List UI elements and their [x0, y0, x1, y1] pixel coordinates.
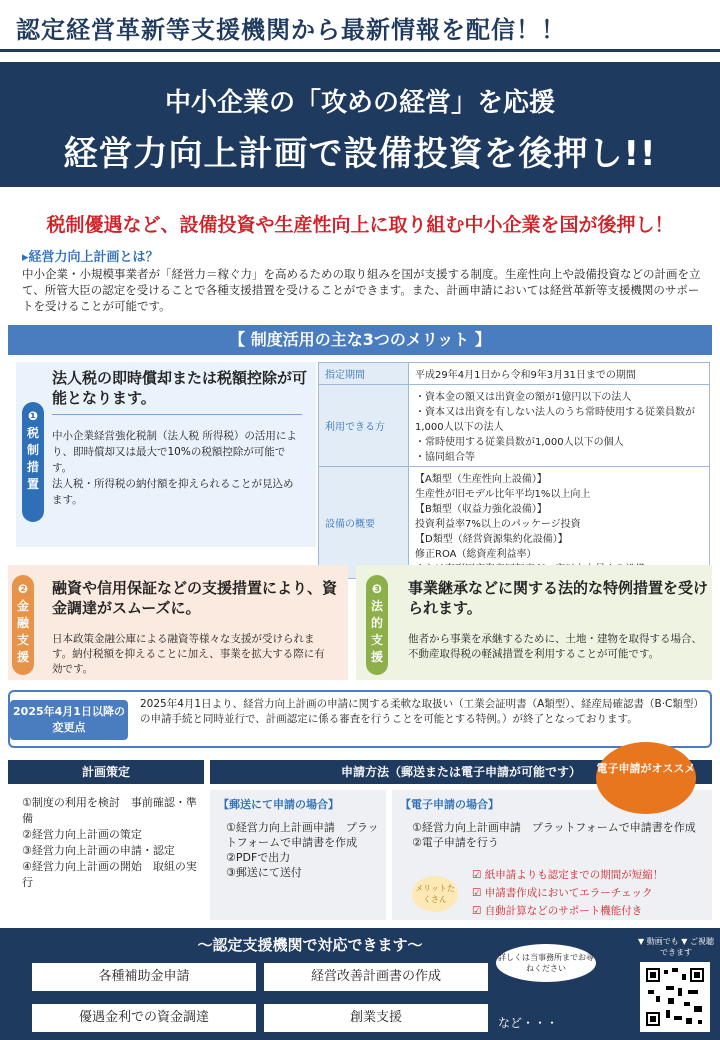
electronic-steps: [412, 820, 702, 850]
hero-title: 経営力向上計画で設備投資を後押し!!: [63, 134, 657, 174]
table-cell: 平成29年4月1日から令和9年3月31日までの期間: [409, 363, 710, 385]
top-banner: [0, 0, 720, 52]
list-item: ②PDFで出力: [226, 851, 291, 864]
recommend-bubble: 電子申請がオススメ: [596, 742, 696, 814]
apply-heading: 申請方法（郵送または電子申請が可能です）: [210, 760, 712, 784]
contact-callout: 詳しくは当事務所までお尋ねください: [496, 944, 596, 982]
check-icon: ☑: [472, 905, 485, 917]
qr-code-icon[interactable]: [640, 962, 710, 1032]
list-item: ☑ 申請書作成においてエラーチェック: [472, 887, 653, 899]
list-item: ③経営力向上計画の申請・認定: [22, 844, 175, 857]
footer-heading: ～認定支援機関で対応できます～: [197, 936, 423, 954]
video-note: ▼ 動画でも ▼ ご視聴できます: [638, 937, 714, 957]
service-subsidy: 各種補助金申請: [32, 963, 256, 991]
hero-subtitle: 中小企業の「攻めの経営」を応援: [164, 88, 555, 118]
legal-card-title: 事業継承などに関する法的な特例措置を受けられます。: [408, 579, 709, 617]
list-item: ☑ 紙申請よりも認定までの期間が短縮！: [472, 869, 664, 881]
what-heading: ▸経営力向上計画とは？: [22, 250, 159, 265]
banner-title: 認定経営革新等支援機関から最新情報を配信！！: [16, 16, 566, 44]
info-table: [318, 362, 710, 579]
service-improvement-plan: 経営改善計画書の作成: [264, 963, 488, 991]
electronic-merits: [472, 866, 702, 920]
list-item: ③郵送にて送付: [226, 866, 302, 879]
mail-heading: 【郵送にて申請の場合】: [218, 798, 339, 811]
service-financing: 優遇金利での資金調達: [32, 1004, 256, 1032]
change-body: 2025年4月1日より、経営力向上計画の申請に関する柔軟な取扱い（工業会証明書（A類型）、経産局確認書（B·C類型）の申請手続と同時並行で、計画認定に係る審査を行うことを可能とする特例。）が終了となっております。: [140, 698, 699, 725]
plan-steps: [22, 795, 202, 891]
legal-card-body: 他者から事業を承継するために、土地・建物を取得する場合、不動産取得税の軽減措置を利用することが可能です。: [408, 633, 702, 660]
check-icon: ☑: [472, 887, 485, 899]
finance-card-body: 日本政策金融公庫による融資等様々な支援が受けられます。納付税額を抑えることに加え、事業を拡大する際に有効です。: [52, 633, 325, 675]
table-header: 設備の概要: [319, 467, 409, 579]
check-icon: ☑: [472, 869, 485, 881]
tax-card-body: [52, 428, 302, 508]
tax-card-divider: [52, 414, 302, 415]
table-cell: ・資本金の額又は出資金の額が1億円以下の法人 ・資本又は出資を有しない法人のうち常時使用する従業員数が1,000人以下の法人 ・常時使用する従業員数が1,000人以下の個人 ・協同組合等: [409, 385, 710, 467]
tax-card-body-1: 中小企業経営強化税制（法人税 所得税）の活用により、即時償却又は最大で10%の税額控除が可能です。: [52, 430, 297, 474]
mail-steps: [226, 820, 386, 880]
list-item: ①経営力向上計画申請 プラットフォームで申請書を作成: [226, 821, 379, 849]
change-tag: 2025年4月1日以降の変更点: [10, 700, 128, 740]
electronic-heading: 【電子申請の場合】: [400, 798, 499, 811]
list-item: ①経営力向上計画申請 プラットフォームで申請書を作成: [412, 821, 696, 834]
table-row: [319, 363, 710, 385]
list-item: ②電子申請を行う: [412, 836, 499, 849]
table-header: 利用できる方: [319, 385, 409, 467]
footer-etc: など・・・: [498, 1016, 559, 1030]
merit-badge: メリットたくさん: [412, 876, 458, 912]
list-item: ☑ 自動計算などのサポート機能付き: [472, 905, 643, 917]
plan-heading: 計画策定: [8, 760, 204, 784]
service-startup: 創業支援: [264, 1004, 488, 1032]
legal-card-tag: ❸法的支援: [366, 575, 388, 675]
table-cell: 【A類型（生産性向上設備）】 生産性が旧モデル比年平均1%以上向上 【B類型（収益力強化設備）】 投資利益率7%以上のパッケージ投資 【D類型（経営資源集約化設備）】 修正ROA（総資産利益率）: [409, 467, 710, 579]
list-item: ①制度の利用を検討 事前確認・準備: [22, 796, 197, 825]
lead-text: 税制優遇など、設備投資や生産性向上に取り組む中小企業を国が後押し！: [46, 214, 674, 236]
list-item: ④経営力向上計画の開始 取組の実行: [22, 860, 197, 889]
table-row: [319, 467, 710, 579]
table-header: 指定期間: [319, 363, 409, 385]
list-item: ②経営力向上計画の策定: [22, 828, 142, 841]
tax-card-body-2: 法人税・所得税の納付額を抑えられることが見込めます。: [52, 478, 294, 506]
hero: [0, 62, 720, 187]
merits-bar: 【 制度活用の主な3つのメリット 】: [8, 325, 712, 355]
finance-card-tag: ❷金融支援: [12, 575, 34, 675]
tax-card-tag: ❶税制措置: [22, 402, 44, 522]
tax-card-title: 法人税の即時償却または税額控除が可能となります。: [52, 369, 308, 407]
what-body: 中小企業・小規模事業者が「経営力＝稼ぐ力」を高めるための取り組みを国が支援する制度。生産性向上や設備投資などの計画を立て、所管大臣の認定を受けることで各種支援措置を受けることができます。また、計画申請においては経営革新等支援機関のサポートを受けることが可能です。: [22, 267, 701, 313]
table-row: [319, 385, 710, 467]
finance-card-title: 融資や信用保証などの支援措置により、資金調達がスムーズに。: [52, 579, 338, 617]
qr-graphic: [644, 966, 706, 1028]
